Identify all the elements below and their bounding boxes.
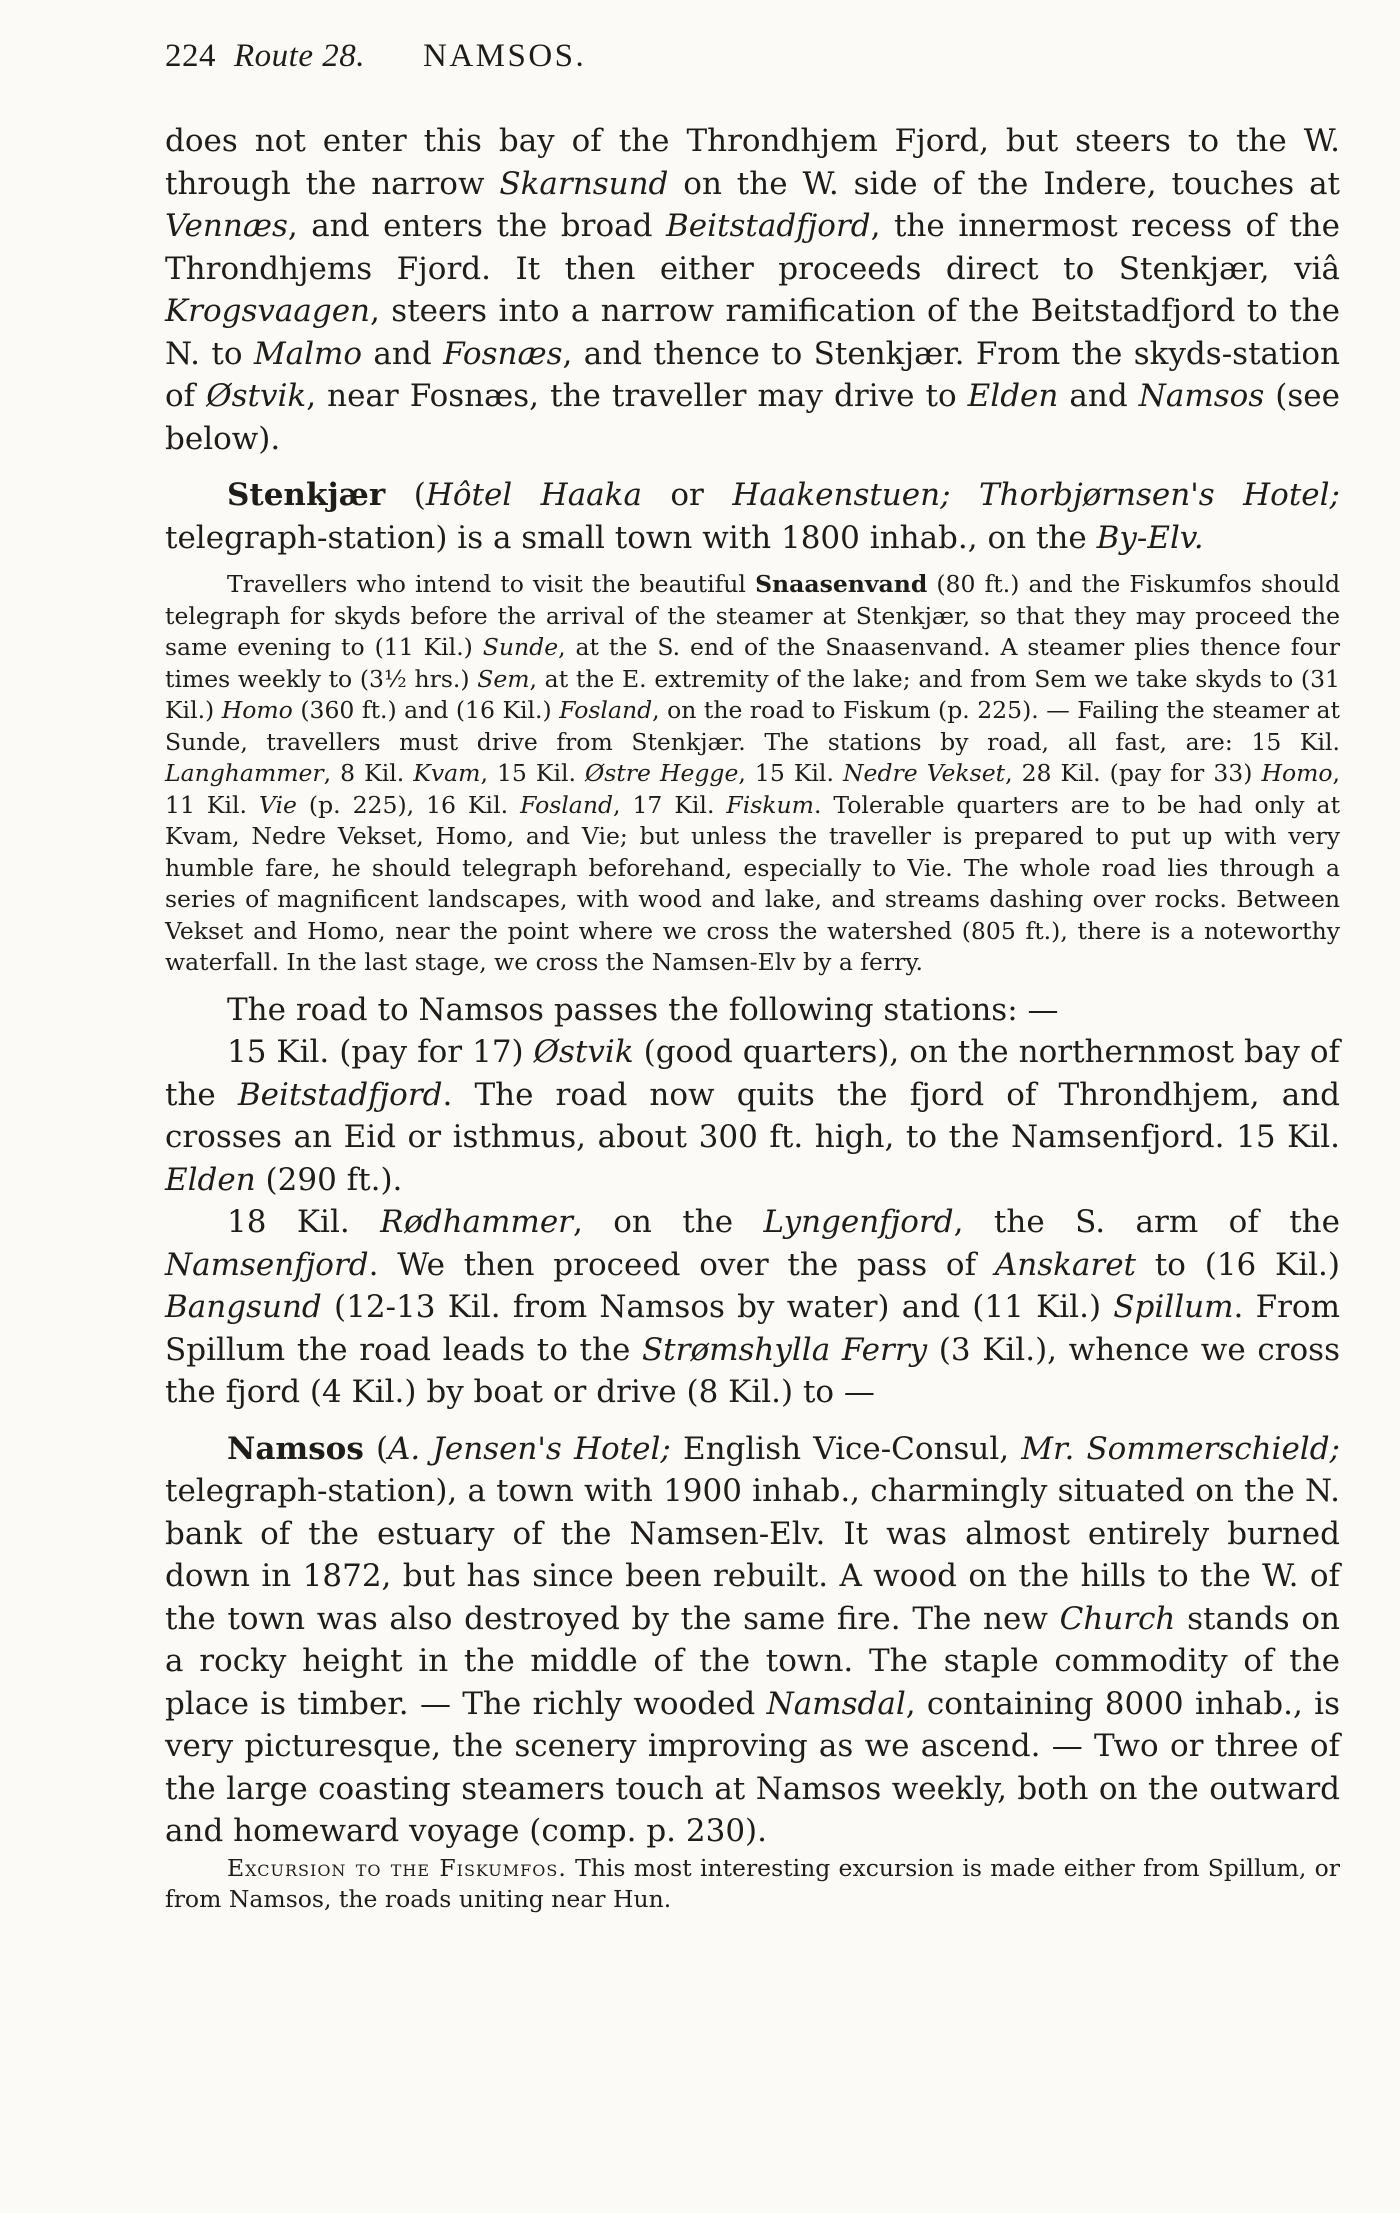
entry-heading: Namsos: [227, 1430, 364, 1467]
paragraph-namsos: Namsos (A. Jensen's Hotel; English Vice-Consul, Mr. Sommerschield; telegraph-station), a town with 1900 inhab., charmingly situated on the N. bank of the estuary of the Namsen-Elv. It was almost entirely burned down in 1872, but has since been rebuilt. A wood on the hills to the W. of the town was also destroyed by the same fire. The new Church stands on a rocky height in the middle of the town. The staple commodity of the place is timber. — The richly wooded Namsdal, containing 8000 inhab., is very picturesque, the scenery improving as we ascend. — Two or three of the large coasting steamers touch at Namsos weekly, both on the outward and homeward voyage (comp. p. 230).: [165, 1430, 1340, 1849]
paragraph-snaasenvand-note: Travellers who intend to visit the beautiful Snaasenvand (80 ft.) and the Fiskumfos should telegraph for skyds before the arrival of the steamer at Stenkjær, so that they may proceed the same evening to (11 Kil.) Sunde, at the S. end of the Snaasenvand. A steamer plies thence four times weekly to (3½ hrs.) Sem, at the E. extremity of the lake; and from Sem we take skyds to (31 Kil.) Homo (360 ft.) and (16 Kil.) Fosland, on the road to Fiskum (p. 225). — Failing the steamer at Sunde, travellers must drive from Stenkjær. The stations by road, all fast, are: 15 Kil. Langhammer, 8 Kil. Kvam, 15 Kil. Østre Hegge, 15 Kil. Nedre Vekset, 28 Kil. (pay for 33) Homo, 11 Kil. Vie (p. 225), 16 Kil. Fosland, 17 Kil. Fiskum. Tolerable quarters are to be had only at Kvam, Nedre Vekset, Homo, and Vie; but unless the traveller is prepared to put up with very humble fare, he should telegraph beforehand, especially to Vie. The whole road lies through a series of magnificent landscapes, with wood and lake, and streams dashing over rocks. Between Vekset and Homo, near the point where we cross the watershed (805 ft.), there is a noteworthy waterfall. In the last stage, we cross the Namsen-Elv by a ferry.: [165, 570, 1341, 976]
paragraph-fjord-route: does not enter this bay of the Throndhjem Fjord, but steers to the W. through the narrow Skarnsund on the W. side of the Indere, touches at Vennæs, and enters the broad Beitstadfjord, the innermost recess of the Throndhjems Fjord. It then either proceeds direct to Stenkjær, viâ Krogsvaagen, steers into a narrow ramification of the Beitstadfjord to the N. to Malmo and Fosnæs, and thence to Stenkjær. From the skyds-station of Østvik, near Fosnæs, the traveller may drive to Elden and Namsos (see below).: [165, 123, 1341, 457]
paragraph-ostvik: 15 Kil. (pay for 17) Østvik (good quarters), on the northernmost bay of the Beitstadfjord. The road now quits the fjord of Throndhjem, and crosses an Eid or isthmus, about 300 ft. high, to the Namsenfjord. 15 Kil. Elden (290 ft.).: [165, 1034, 1340, 1198]
paragraph-stenkjaer: Stenkjær (Hôtel Haaka or Haakenstuen; Thorbjørnsen's Hotel; telegraph-station) is a small town with 1800 inhab., on the By-Elv.: [165, 477, 1340, 556]
paragraph-excursion: Excursion to the Fiskumfos. This most interesting excursion is made either from Spillum, or from Namsos, the roads uniting near Hun.: [165, 1853, 1340, 1913]
paragraph-road-intro: The road to Namsos passes the following stations: —: [227, 991, 1059, 1028]
entry-heading: Stenkjær: [227, 477, 386, 513]
paragraph-rodhammer: 18 Kil. Rødhammer, on the Lyngenfjord, the S. arm of the Namsenfjord. We then proceed over the pass of Anskaret to (16 Kil.) Bangsund (12-13 Kil. from Namsos by water) and (11 Kil.) Spillum. From Spillum the road leads to the Strømshylla Ferry (3 Kil.), whence we cross the fjord (4 Kil.) by boat or drive (8 Kil.) to —: [165, 1204, 1340, 1410]
route-label: Route 28.: [234, 38, 365, 74]
page-body: [165, 120, 1340, 1916]
page-number: 224: [165, 38, 216, 74]
header-place: NAMSOS.: [422, 38, 587, 74]
running-header: [165, 38, 1345, 75]
